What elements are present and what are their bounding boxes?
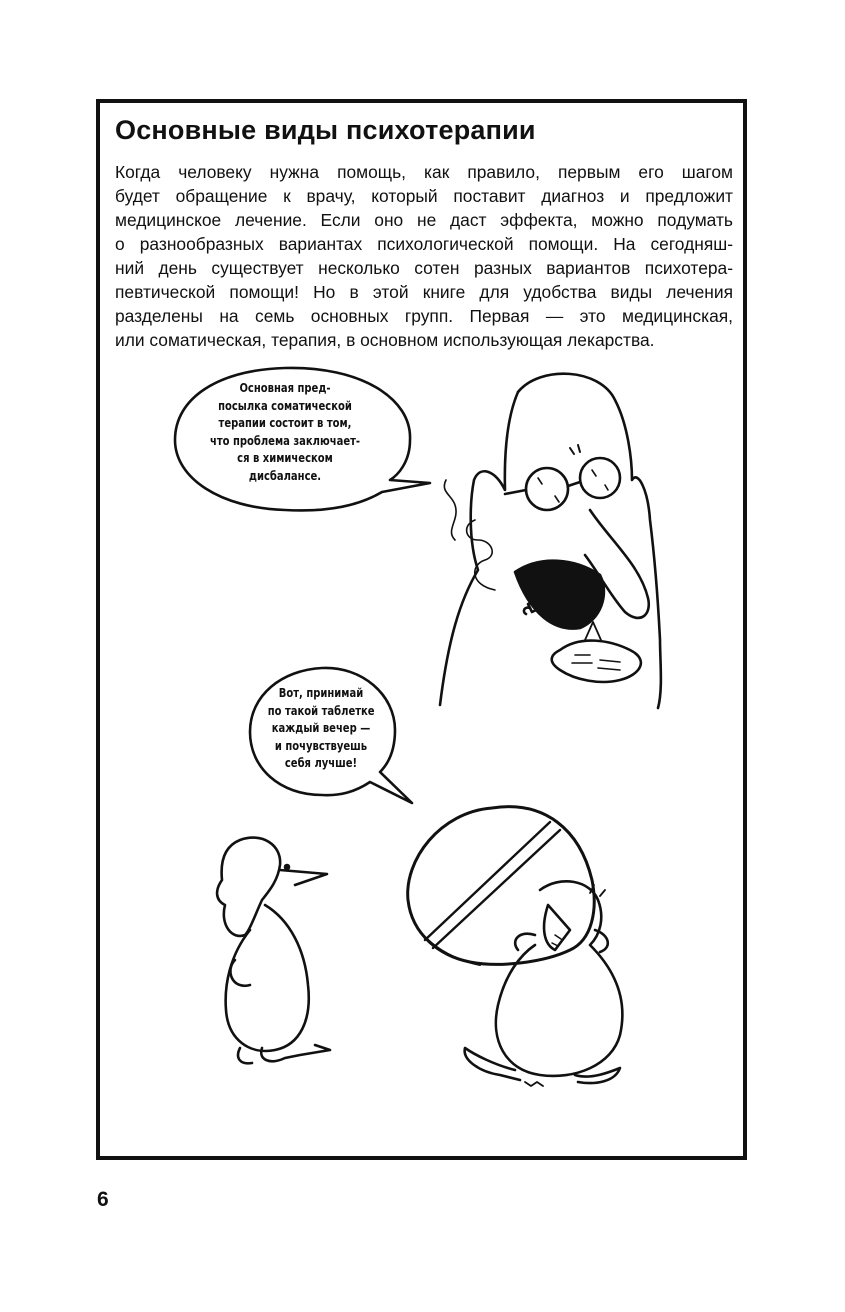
woman-figure [217, 838, 330, 1064]
paragraph-line: будет обращение к врачу, который поставит диагноз и предложит [115, 186, 733, 206]
doctor-bubble-text [203, 380, 367, 485]
bubble-line: что проблема заключает- [209, 433, 361, 448]
paragraph-line: разделены на семь основных групп. Первая — это медицинская, [115, 306, 733, 326]
paragraph-line: ний день существует несколько сотен разных вариантов психотера- [115, 258, 733, 278]
paragraph-line: или соматическая, терапия, в основном использующая лекарства. [115, 330, 655, 350]
bubble-line: дисбалансе. [248, 468, 322, 483]
paragraph-line: медицинское лечение. Если оно не даст эффекта, можно подумать [115, 210, 733, 230]
pill-character [408, 807, 623, 1086]
page-number: 6 [97, 1188, 109, 1211]
bubble-line: посылка соматической [218, 398, 352, 413]
paragraph-line: певтической помощи! Но в этой книге для удобства виды лечения [115, 282, 733, 302]
pill-bubble-text [268, 685, 375, 773]
bubble-line: ся в химическом [237, 451, 333, 465]
bubble-line: Вот, принимай [278, 686, 364, 700]
bubble-line: себя лучше! [284, 756, 358, 770]
bubble-line: и почувствуешь [274, 738, 368, 753]
paragraph-line: Когда человеку нужна помощь, как правило, первым его шагом [115, 162, 733, 182]
section-title: Основные виды психотерапии [115, 115, 536, 145]
doctor-figure [440, 374, 661, 708]
paragraph-line: о разнообразных вариантах психологической помощи. На сегодняш- [115, 234, 733, 254]
bubble-line: по такой таблетке [267, 703, 375, 718]
bubble-line: терапии состоит в том, [218, 416, 352, 430]
bubble-line: каждый вечер — [271, 721, 371, 735]
bubble-line: Основная пред- [239, 381, 331, 395]
